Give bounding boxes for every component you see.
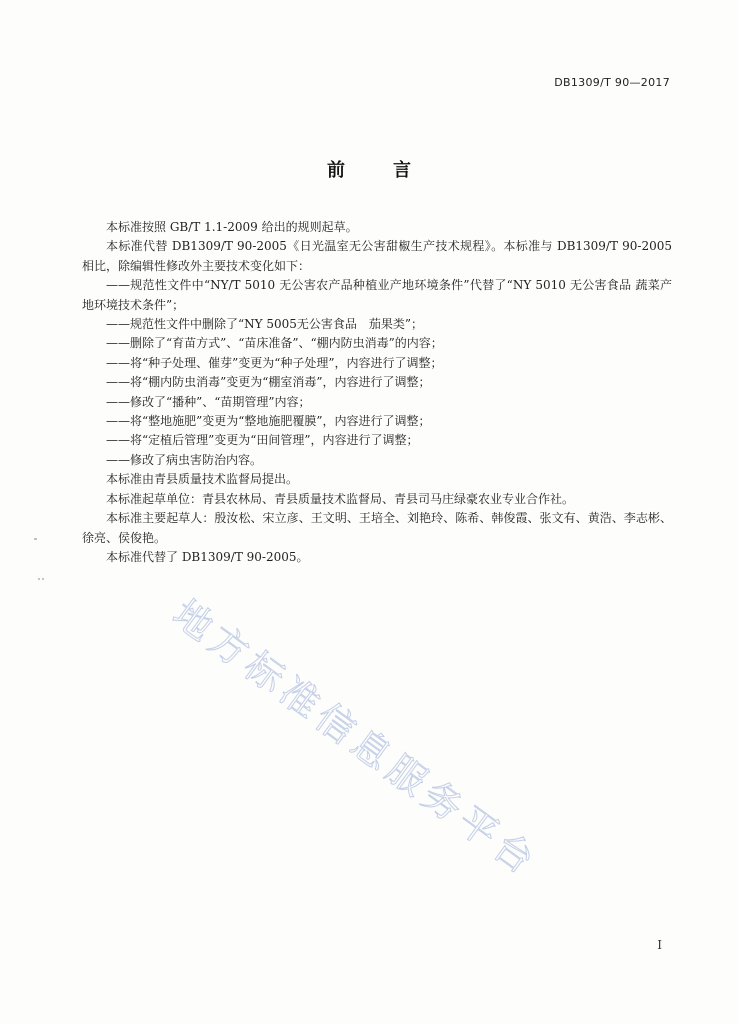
change-item-6: ——修改了“播种”、“苗期管理”内容； — [106, 394, 311, 409]
change-item-8: ——将“定植后管理”变更为“田间管理”，内容进行了调整； — [106, 433, 419, 448]
change-item-1: ——规范性文件中“NY/T 5010 无公害农产品种植业产地环境条件”代替了“NY 5010 无公害食品 蔬菜产地环境技术条件”； — [82, 278, 672, 312]
paragraph-proposed-by: 本标准由青县质量技术监督局提出。 — [106, 472, 299, 487]
paragraph-replaces-standard: 本标准代替 DB1309/T 90-2005《日光温室无公害甜椒生产技术规程》。本标准与 DB1309/T 90-2005 相比，除编辑性修改外主要技术变化如下： — [82, 239, 672, 273]
change-item-3: ——删除了“育苗方式”、“苗床准备”、“棚内防虫消毒”的内容； — [106, 336, 443, 351]
section-title: 前言 — [327, 160, 459, 181]
scan-speck — [34, 538, 37, 540]
scan-speck — [38, 578, 40, 580]
page-number: I — [657, 938, 662, 952]
watermark-text: 地方标准信息服务平台 — [164, 591, 547, 886]
change-item-4: ——将“种子处理、催芽”变更为“种子处理”，内容进行了调整； — [106, 355, 443, 370]
change-item-2: ——规范性文件中删除了“NY 5005无公害食品 茄果类”； — [106, 317, 424, 332]
foreword-body — [82, 218, 672, 567]
paragraph-drafting-units: 本标准起草单位：青县农林局、青县质量技术监督局、青县司马庄绿豪农业专业合作社。 — [106, 491, 575, 506]
paragraph-supersedes: 本标准代替了 DB1309/T 90-2005。 — [106, 549, 309, 564]
change-item-7: ——将“整地施肥”变更为“整地施肥覆膜”，内容进行了调整； — [106, 414, 431, 429]
scan-speck — [42, 578, 44, 580]
paragraph-drafting-rules: 本标准按照 GB/T 1.1-2009 给出的规则起草。 — [106, 220, 358, 234]
change-item-5: ——将“棚内防虫消毒”变更为“棚室消毒”，内容进行了调整； — [106, 375, 431, 390]
change-item-9: ——修改了病虫害防治内容。 — [106, 452, 263, 467]
paragraph-drafters: 本标准主要起草人：殷汝松、宋立彦、王文明、王培全、刘艳玲、陈希、韩俊霞、张文有、黄浩、李志彬、徐亮、侯俊艳。 — [82, 511, 672, 545]
document-code: DB1309/T 90—2017 — [554, 76, 670, 89]
